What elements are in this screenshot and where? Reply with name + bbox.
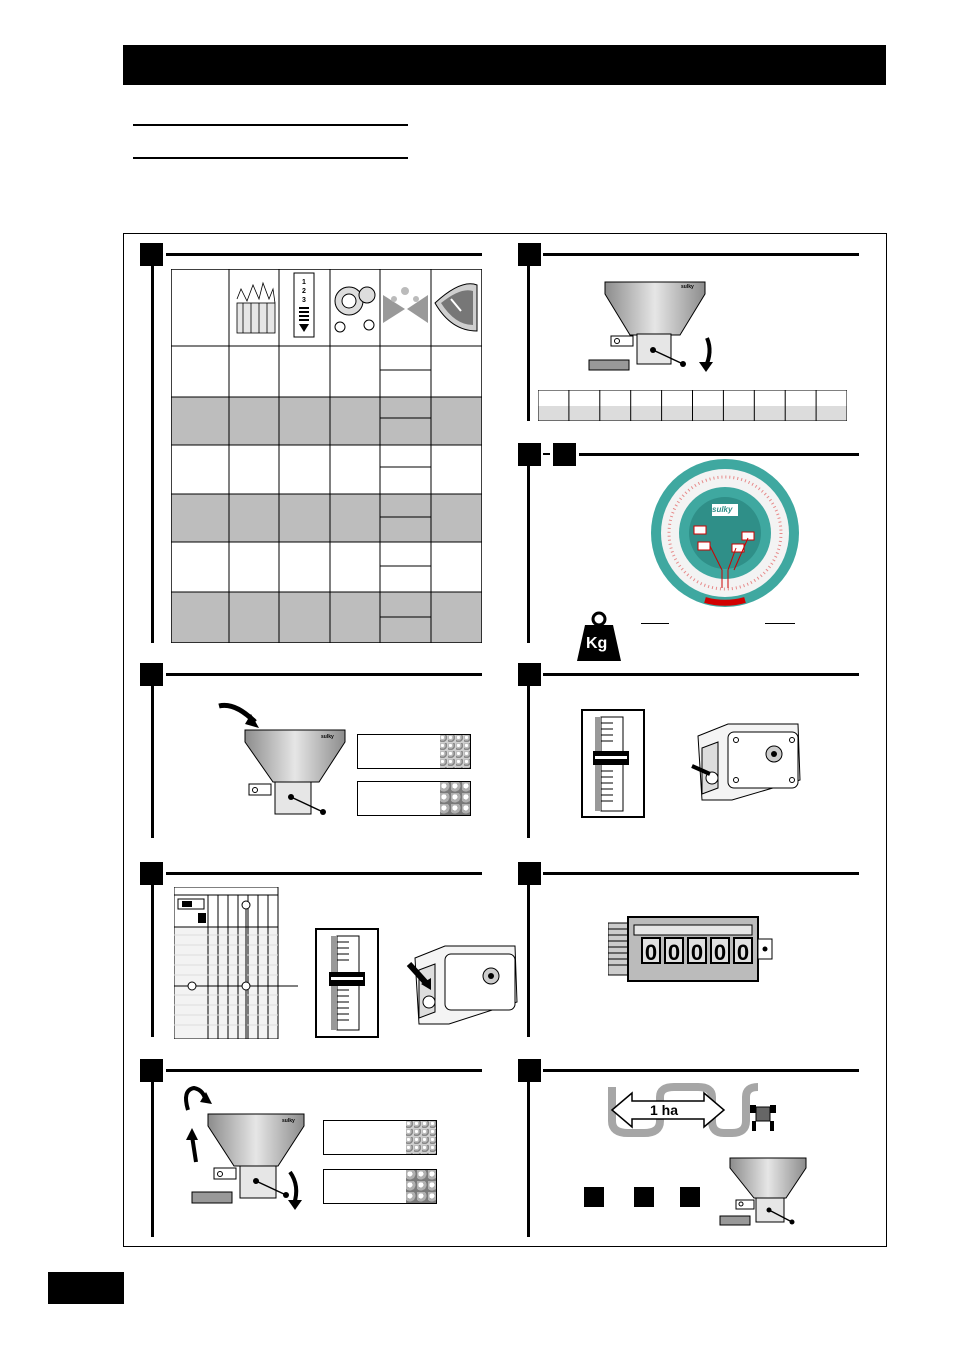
step-marker-7: [518, 862, 541, 885]
panel-rule-6: [166, 872, 482, 875]
coarse-seed-swatch-8: [406, 1170, 436, 1203]
panel-rule-2: [543, 253, 859, 256]
panel-vline-7: [527, 885, 530, 1037]
dial-reading-line-1: [641, 623, 669, 624]
hopper-illustration-8: [180, 1080, 320, 1210]
panel-vline-5: [527, 686, 530, 838]
seed-box-coarse: [357, 781, 471, 816]
panel-vline-2: [527, 266, 530, 421]
panel-rule-5: [543, 673, 859, 676]
step-marker-5: [518, 663, 541, 686]
hectare-counter: [608, 915, 773, 983]
gear-selector-icon: [335, 287, 375, 332]
dial-logo-text: sulky: [712, 505, 733, 514]
hopper-illustration-9: [716, 1156, 816, 1228]
panel-vline-8: [151, 1082, 154, 1237]
counter-display: [641, 937, 753, 964]
panel-vline-9: [527, 1082, 530, 1237]
scale-slider-6: [315, 928, 379, 1038]
valve-icon: [383, 287, 428, 323]
title-underline-2: [133, 157, 408, 159]
coarse-seed-swatch: [440, 782, 470, 815]
counter-digit-3: 0: [687, 937, 707, 964]
calibration-nomogram: [174, 887, 298, 1039]
result-cells-row: [538, 390, 847, 421]
counter-digit-4: 0: [710, 937, 730, 964]
panel-rule-4: [166, 673, 482, 676]
scale-number-1: 1: [302, 279, 306, 286]
panel-vline-1: [151, 266, 154, 643]
scale-number-3: 3: [302, 297, 306, 304]
step-marker-3a: [518, 443, 541, 466]
weight-icon: [577, 611, 621, 661]
panel-vline-6: [151, 885, 154, 1037]
counter-digit-1: 0: [641, 937, 661, 964]
scale-number-2: 2: [302, 288, 306, 295]
scale-index-icon: [294, 273, 314, 337]
seed-box-coarse-8: [323, 1169, 437, 1204]
flap-gauge-icon: [435, 284, 477, 331]
step-marker-9: [518, 1059, 541, 1082]
dial-reading-line-2: [765, 623, 795, 624]
marker-dash: [543, 453, 550, 455]
seed-box-fine: [357, 734, 471, 769]
result-marker-a: [584, 1187, 604, 1207]
page-number-tab: [48, 1272, 124, 1304]
fine-seed-swatch: [440, 735, 470, 768]
hopper-illustration-2: [585, 280, 735, 375]
step-marker-1: [140, 243, 163, 266]
title-underline-1: [133, 124, 408, 126]
step-marker-4: [140, 663, 163, 686]
panel-rule-3: [579, 453, 859, 456]
result-marker-c: [680, 1187, 700, 1207]
weight-unit-label: Kg: [586, 635, 608, 652]
settings-table: [171, 269, 482, 643]
fine-seed-swatch-8: [406, 1121, 436, 1154]
seed-box-fine-8: [323, 1120, 437, 1155]
gearbox-illustration-6: [405, 940, 525, 1030]
gearbox-illustration-5: [688, 718, 808, 806]
counter-digit-2: 0: [664, 937, 684, 964]
hopper-logo-text: sulky: [282, 1118, 295, 1124]
settings-table-grid: [171, 269, 482, 643]
step-marker-8: [140, 1059, 163, 1082]
counter-digit-5: 0: [733, 937, 753, 964]
panel-rule-1: [166, 253, 482, 256]
panel-vline-4: [151, 686, 154, 838]
area-label: 1 ha: [650, 1102, 679, 1118]
panel-vline-3: [527, 466, 530, 643]
step-marker-6: [140, 862, 163, 885]
panel-rule-8: [166, 1069, 482, 1072]
seed-tubes-icon: [237, 283, 275, 333]
header-bar: [123, 45, 886, 85]
panel-rule-9: [543, 1069, 859, 1072]
field-pass-diagram: [604, 1083, 784, 1139]
dosage-dial: [650, 458, 800, 608]
hopper-illustration-4: [215, 700, 355, 820]
scale-slider-5: [581, 709, 645, 818]
result-marker-b: [634, 1187, 654, 1207]
panel-rule-7: [543, 872, 859, 875]
hopper-logo-text: sulky: [681, 284, 694, 290]
step-marker-2: [518, 243, 541, 266]
step-marker-3b: [553, 443, 576, 466]
hopper-logo-text: sulky: [321, 734, 334, 740]
